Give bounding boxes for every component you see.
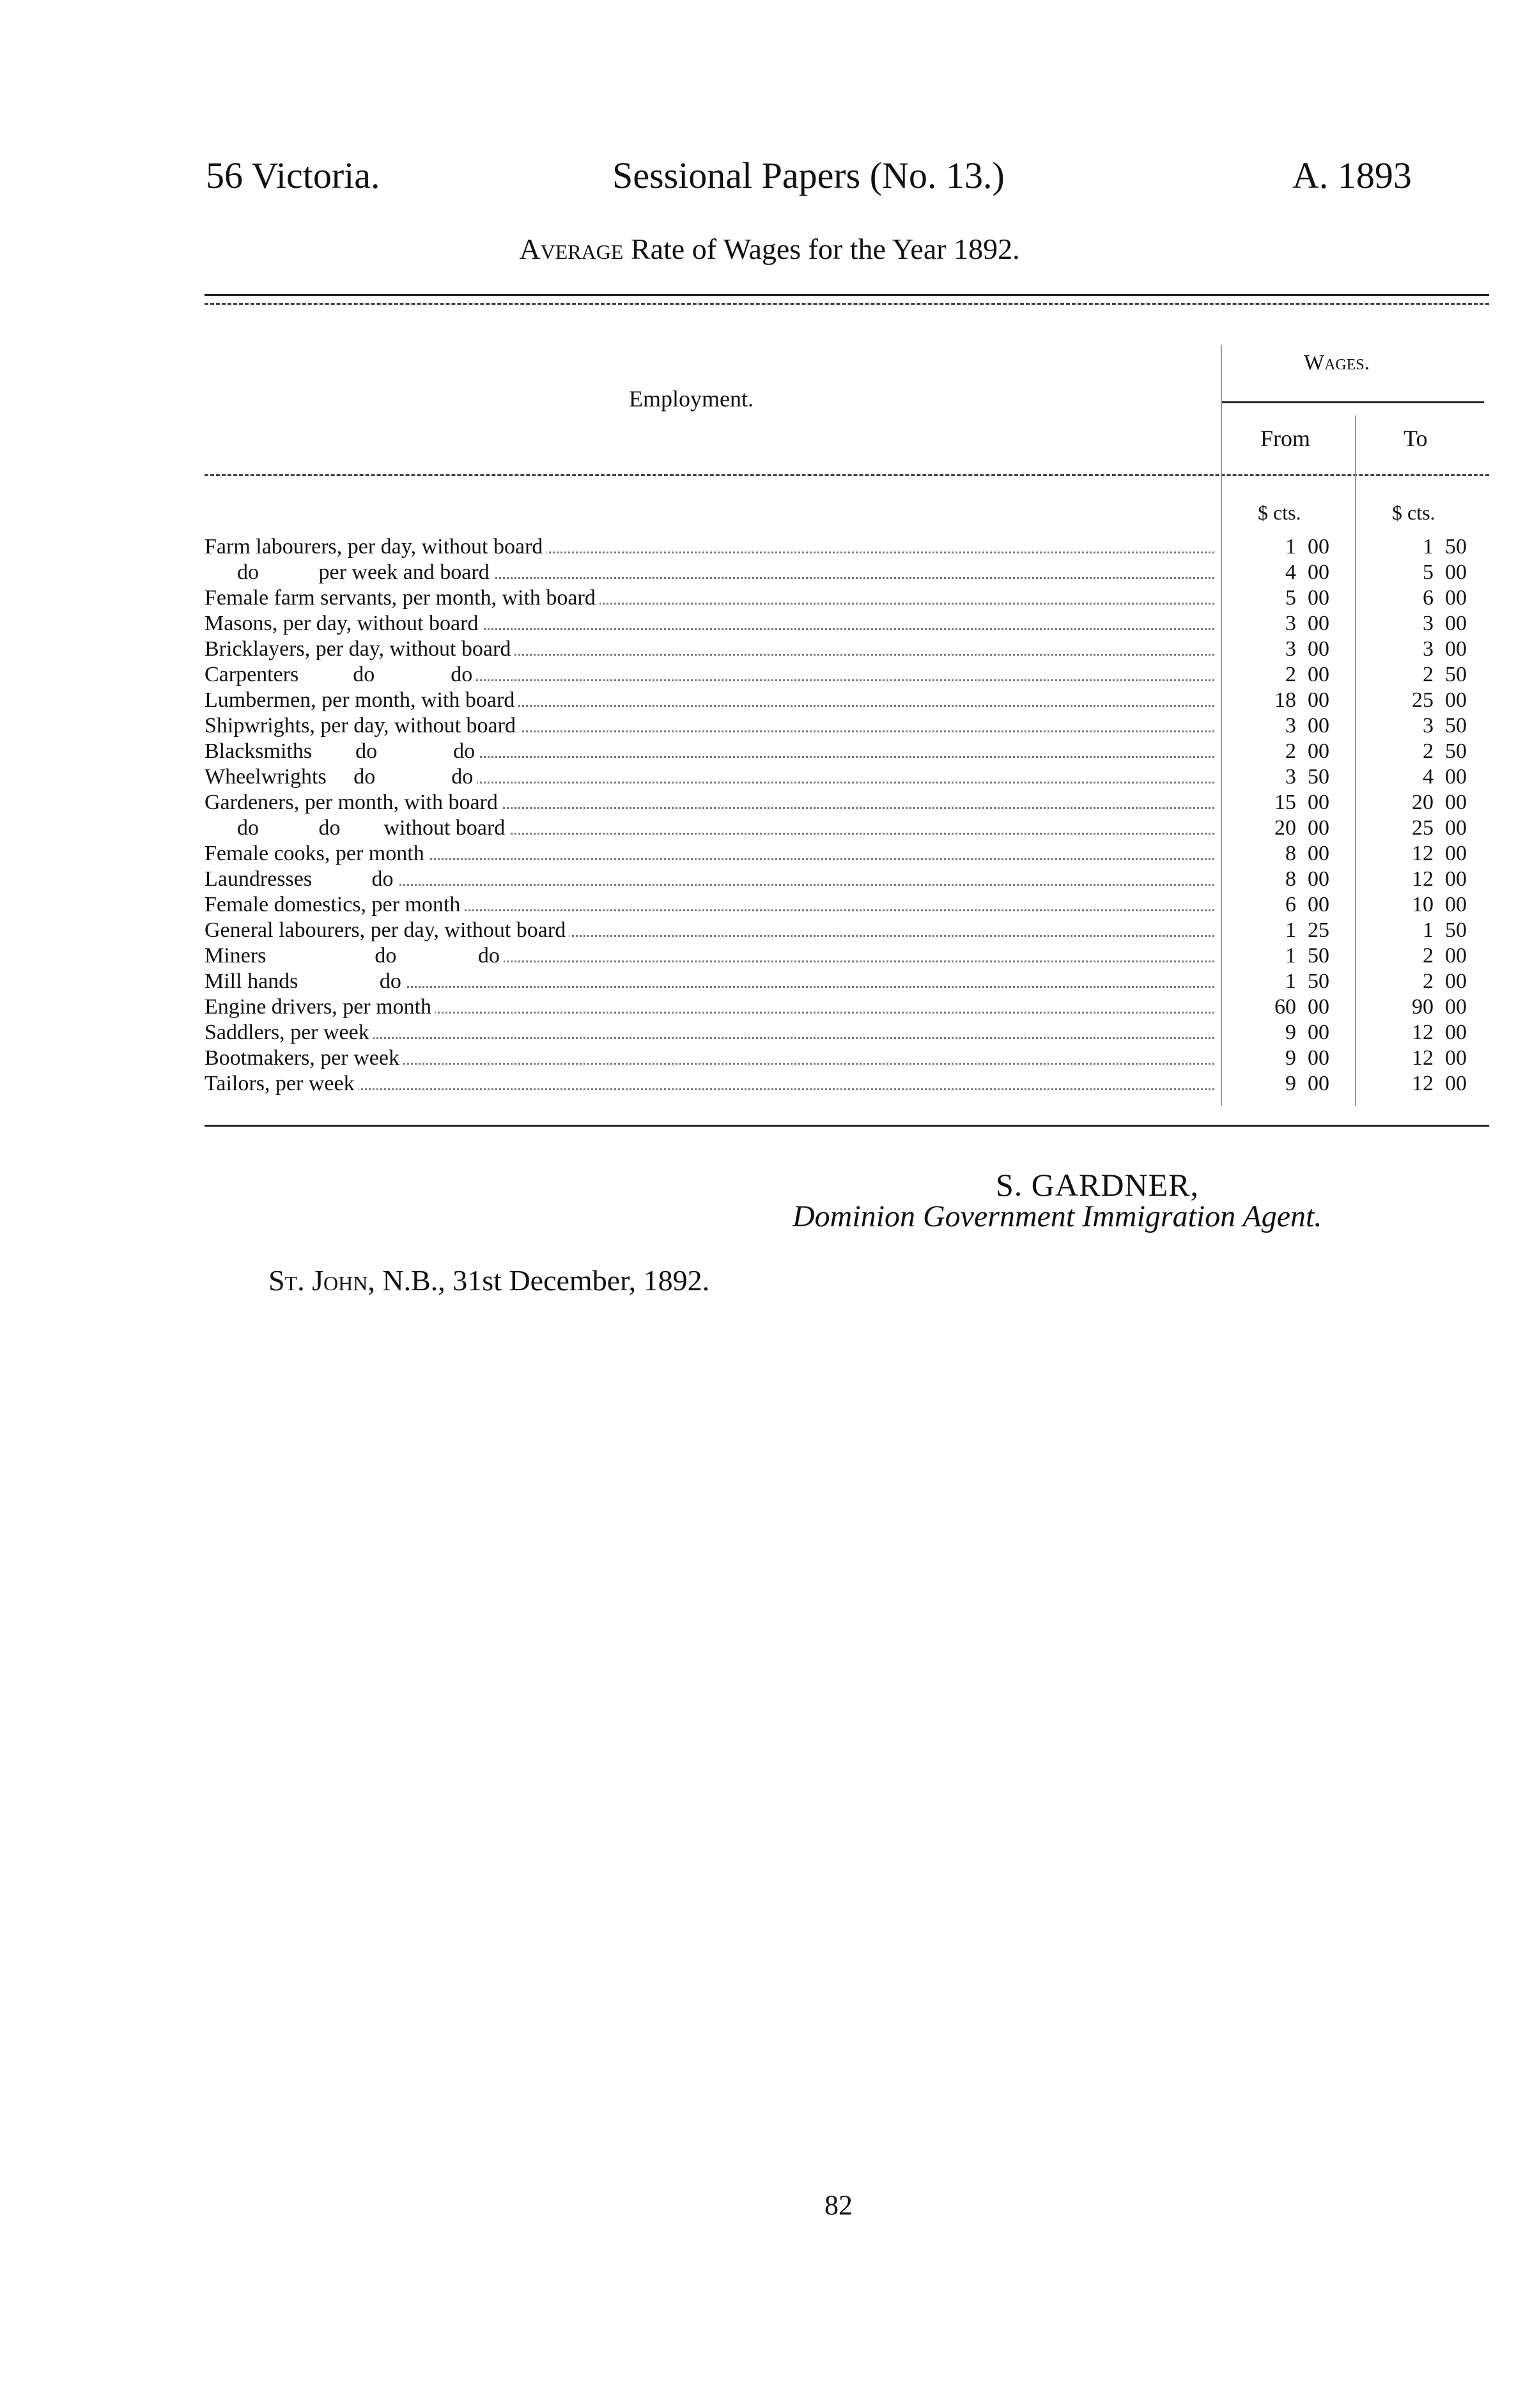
from-cell bbox=[1253, 637, 1329, 662]
to-cell bbox=[1390, 815, 1467, 841]
from-cents: 00 bbox=[1308, 791, 1329, 814]
employment-cell bbox=[205, 969, 1214, 994]
to-cell bbox=[1390, 662, 1467, 688]
top-rule-1 bbox=[205, 294, 1489, 296]
from-cell bbox=[1253, 585, 1329, 611]
employment-cell bbox=[205, 1020, 1214, 1046]
employment-label: Laundresses do bbox=[205, 867, 398, 891]
to-dollars: 2 bbox=[1423, 969, 1434, 993]
table-row bbox=[205, 637, 1496, 662]
table-row bbox=[205, 969, 1496, 994]
to-dollars: 12 bbox=[1412, 1021, 1434, 1044]
wages-underline bbox=[1221, 401, 1484, 403]
employment-label: Masons, per day, without board bbox=[205, 612, 482, 635]
table-title-smallcaps: Average bbox=[519, 233, 624, 265]
table-row bbox=[205, 867, 1496, 892]
from-dollars: 20 bbox=[1274, 816, 1296, 840]
to-dollars: 6 bbox=[1423, 586, 1434, 610]
from-cell bbox=[1253, 534, 1329, 560]
to-cents: 00 bbox=[1445, 1072, 1467, 1095]
table-row bbox=[205, 1046, 1496, 1071]
from-dollars: 5 bbox=[1285, 586, 1296, 610]
to-cents: 00 bbox=[1445, 969, 1467, 993]
to-cents: 00 bbox=[1445, 1021, 1467, 1044]
to-cents: 00 bbox=[1445, 765, 1467, 789]
from-cents: 50 bbox=[1308, 969, 1329, 993]
employment-label: do do without board bbox=[205, 816, 509, 840]
header-bottom-rule bbox=[205, 474, 1489, 476]
employment-cell bbox=[205, 688, 1214, 713]
from-dollars: 9 bbox=[1285, 1072, 1296, 1095]
to-cents: 00 bbox=[1445, 944, 1467, 968]
to-cents: 50 bbox=[1445, 535, 1467, 559]
from-cell bbox=[1253, 688, 1329, 713]
to-cents: 00 bbox=[1445, 791, 1467, 814]
from-cell bbox=[1253, 969, 1329, 994]
employment-label: Tailors, per week bbox=[205, 1072, 359, 1095]
page-number: 82 bbox=[824, 2189, 853, 2221]
employment-label: Shipwrights, per day, without board bbox=[205, 714, 520, 737]
from-dollars: 2 bbox=[1285, 663, 1296, 686]
to-dollars: 12 bbox=[1412, 1046, 1434, 1070]
employment-cell bbox=[205, 943, 1214, 969]
employment-cell bbox=[205, 534, 1214, 560]
from-cell bbox=[1253, 764, 1329, 790]
table-row bbox=[205, 662, 1496, 688]
from-dollars: 15 bbox=[1274, 791, 1296, 814]
employment-label: Engine drivers, per month bbox=[205, 995, 435, 1019]
from-cents: 00 bbox=[1308, 995, 1329, 1019]
from-dollars: 8 bbox=[1285, 867, 1296, 891]
to-dollars: 3 bbox=[1423, 612, 1434, 635]
table-row bbox=[205, 585, 1496, 611]
to-cell bbox=[1390, 688, 1467, 713]
session-label: 56 Victoria. bbox=[206, 155, 380, 196]
from-dollars: 1 bbox=[1285, 944, 1296, 968]
to-dollars: 12 bbox=[1412, 867, 1434, 891]
from-cell bbox=[1253, 713, 1329, 739]
from-column-header: From bbox=[1260, 426, 1311, 451]
from-cell bbox=[1253, 994, 1329, 1020]
employment-label: Farm labourers, per day, without board bbox=[205, 535, 546, 559]
wages-table-body bbox=[205, 534, 1496, 1097]
from-cell bbox=[1253, 611, 1329, 637]
place-and-date bbox=[268, 1263, 709, 1299]
employment-cell bbox=[205, 611, 1214, 637]
from-cents: 00 bbox=[1308, 893, 1329, 916]
table-bottom-rule bbox=[205, 1125, 1489, 1127]
to-cell bbox=[1390, 534, 1467, 560]
to-cell bbox=[1390, 841, 1467, 867]
to-cell bbox=[1390, 764, 1467, 790]
to-cell bbox=[1390, 994, 1467, 1020]
employment-label: Female domestics, per month bbox=[205, 893, 464, 916]
from-cell bbox=[1253, 867, 1329, 892]
to-dollars: 1 bbox=[1423, 535, 1434, 559]
to-cents: 00 bbox=[1445, 560, 1467, 584]
to-dollars: 4 bbox=[1423, 765, 1434, 789]
to-cents: 00 bbox=[1445, 1046, 1467, 1070]
employment-cell bbox=[205, 1046, 1214, 1071]
signatory-name: S. GARDNER, bbox=[996, 1167, 1199, 1203]
from-dollars: 1 bbox=[1285, 969, 1296, 993]
to-cell bbox=[1390, 790, 1467, 815]
to-unit-label: $ cts. bbox=[1392, 501, 1435, 524]
to-cell bbox=[1390, 1071, 1467, 1097]
from-cents: 00 bbox=[1308, 612, 1329, 635]
from-cents: 00 bbox=[1308, 714, 1329, 737]
employment-label: Lumbermen, per month, with board bbox=[205, 688, 518, 712]
from-cents: 25 bbox=[1308, 918, 1329, 942]
table-row bbox=[205, 739, 1496, 764]
table-row bbox=[205, 943, 1496, 969]
table-title-rest: Rate of Wages for the Year 1892. bbox=[623, 233, 1020, 265]
employment-label: General labourers, per day, without board bbox=[205, 918, 569, 942]
table-row bbox=[205, 764, 1496, 790]
from-cell bbox=[1253, 815, 1329, 841]
to-cell bbox=[1390, 867, 1467, 892]
employment-cell bbox=[205, 560, 1214, 585]
to-cell bbox=[1390, 1046, 1467, 1071]
employment-label: Blacksmiths do do bbox=[205, 739, 479, 763]
from-cents: 00 bbox=[1308, 739, 1329, 763]
employment-cell bbox=[205, 841, 1214, 867]
employment-cell bbox=[205, 713, 1214, 739]
employment-cell bbox=[205, 790, 1214, 815]
employment-cell bbox=[205, 815, 1214, 841]
from-dollars: 9 bbox=[1285, 1021, 1296, 1044]
table-row bbox=[205, 611, 1496, 637]
from-cell bbox=[1253, 918, 1329, 943]
top-rule-2 bbox=[205, 303, 1489, 305]
to-dollars: 20 bbox=[1412, 791, 1434, 814]
to-cents: 00 bbox=[1445, 637, 1467, 661]
employment-cell bbox=[205, 585, 1214, 611]
from-dollars: 1 bbox=[1285, 535, 1296, 559]
table-row bbox=[205, 1071, 1496, 1097]
to-dollars: 5 bbox=[1423, 560, 1434, 584]
to-cents: 00 bbox=[1445, 816, 1467, 840]
to-dollars: 10 bbox=[1412, 893, 1434, 916]
to-cell bbox=[1390, 713, 1467, 739]
from-cents: 00 bbox=[1308, 816, 1329, 840]
to-cell bbox=[1390, 1020, 1467, 1046]
employment-cell bbox=[205, 739, 1214, 764]
from-cell bbox=[1253, 739, 1329, 764]
from-dollars: 3 bbox=[1285, 714, 1296, 737]
place-rest: , N.B., 31st December, 1892. bbox=[367, 1264, 710, 1297]
table-row bbox=[205, 560, 1496, 585]
from-cell bbox=[1253, 1071, 1329, 1097]
to-cents: 50 bbox=[1445, 918, 1467, 942]
from-cell bbox=[1253, 1046, 1329, 1071]
from-cents: 00 bbox=[1308, 867, 1329, 891]
table-row bbox=[205, 790, 1496, 815]
to-cell bbox=[1390, 969, 1467, 994]
from-dollars: 60 bbox=[1274, 995, 1296, 1019]
to-dollars: 3 bbox=[1423, 714, 1434, 737]
table-row bbox=[205, 892, 1496, 918]
from-cell bbox=[1253, 892, 1329, 918]
table-row bbox=[205, 841, 1496, 867]
to-dollars: 12 bbox=[1412, 842, 1434, 865]
table-row bbox=[205, 534, 1496, 560]
from-cell bbox=[1253, 1020, 1329, 1046]
from-cents: 00 bbox=[1308, 1072, 1329, 1095]
employment-cell bbox=[205, 637, 1214, 662]
from-cell bbox=[1253, 790, 1329, 815]
from-cents: 00 bbox=[1308, 1021, 1329, 1044]
table-row bbox=[205, 1020, 1496, 1046]
from-dollars: 9 bbox=[1285, 1046, 1296, 1070]
to-cell bbox=[1390, 739, 1467, 764]
from-cents: 50 bbox=[1308, 765, 1329, 789]
from-cents: 00 bbox=[1308, 842, 1329, 865]
from-dollars: 1 bbox=[1285, 918, 1296, 942]
to-dollars: 25 bbox=[1412, 816, 1434, 840]
employment-cell bbox=[205, 764, 1214, 790]
to-cents: 00 bbox=[1445, 893, 1467, 916]
wages-column-header: Wages. bbox=[1304, 351, 1370, 374]
employment-label: Wheelwrights do do bbox=[205, 765, 477, 789]
to-cents: 00 bbox=[1445, 867, 1467, 891]
from-dollars: 6 bbox=[1285, 893, 1296, 916]
to-cell bbox=[1390, 611, 1467, 637]
to-cents: 00 bbox=[1445, 586, 1467, 610]
to-dollars: 12 bbox=[1412, 1072, 1434, 1095]
to-dollars: 90 bbox=[1412, 995, 1434, 1019]
employment-label: Female farm servants, per month, with board bbox=[205, 586, 599, 610]
employment-cell bbox=[205, 994, 1214, 1020]
table-row bbox=[205, 994, 1496, 1020]
from-cell bbox=[1253, 943, 1329, 969]
from-dollars: 2 bbox=[1285, 739, 1296, 763]
from-cell bbox=[1253, 662, 1329, 688]
to-cell bbox=[1390, 560, 1467, 585]
table-row bbox=[205, 688, 1496, 713]
to-dollars: 1 bbox=[1423, 918, 1434, 942]
to-cell bbox=[1390, 892, 1467, 918]
to-dollars: 2 bbox=[1423, 944, 1434, 968]
to-cents: 50 bbox=[1445, 739, 1467, 763]
employment-label: Saddlers, per week bbox=[205, 1021, 373, 1044]
to-dollars: 3 bbox=[1423, 637, 1434, 661]
from-dollars: 8 bbox=[1285, 842, 1296, 865]
to-cents: 50 bbox=[1445, 663, 1467, 686]
employment-column-header: Employment. bbox=[629, 386, 754, 412]
from-cents: 00 bbox=[1308, 586, 1329, 610]
to-dollars: 2 bbox=[1423, 739, 1434, 763]
to-cents: 50 bbox=[1445, 714, 1467, 737]
employment-label: Bootmakers, per week bbox=[205, 1046, 403, 1070]
from-cents: 00 bbox=[1308, 637, 1329, 661]
from-dollars: 3 bbox=[1285, 612, 1296, 635]
employment-cell bbox=[205, 662, 1214, 688]
to-column-header: To bbox=[1404, 426, 1428, 451]
from-cents: 00 bbox=[1308, 1046, 1329, 1070]
employment-cell bbox=[205, 1071, 1214, 1097]
from-cents: 00 bbox=[1308, 663, 1329, 686]
employment-label: Carpenters do do bbox=[205, 663, 476, 686]
from-dollars: 3 bbox=[1285, 765, 1296, 789]
document-title: Sessional Papers (No. 13.) bbox=[612, 155, 1005, 196]
from-cell bbox=[1253, 841, 1329, 867]
signatory-title: Dominion Government Immigration Agent. bbox=[793, 1200, 1322, 1233]
to-dollars: 2 bbox=[1423, 663, 1434, 686]
table-row bbox=[205, 713, 1496, 739]
to-cents: 00 bbox=[1445, 995, 1467, 1019]
to-cell bbox=[1390, 585, 1467, 611]
employment-label: do per week and board bbox=[205, 560, 493, 584]
employment-label: Miners do do bbox=[205, 944, 504, 968]
from-cell bbox=[1253, 560, 1329, 585]
employment-cell bbox=[205, 892, 1214, 918]
employment-label: Mill hands do bbox=[205, 969, 405, 993]
to-cents: 00 bbox=[1445, 612, 1467, 635]
to-cents: 00 bbox=[1445, 842, 1467, 865]
employment-cell bbox=[205, 918, 1214, 943]
to-cell bbox=[1390, 637, 1467, 662]
to-dollars: 25 bbox=[1412, 688, 1434, 712]
from-cents: 00 bbox=[1308, 688, 1329, 712]
from-dollars: 4 bbox=[1285, 560, 1296, 584]
from-cents: 50 bbox=[1308, 944, 1329, 968]
from-dollars: 18 bbox=[1274, 688, 1296, 712]
table-row bbox=[205, 918, 1496, 943]
from-cents: 00 bbox=[1308, 560, 1329, 584]
year-reference: A. 1893 bbox=[1292, 155, 1412, 196]
place-smallcaps: St. John bbox=[268, 1264, 368, 1297]
from-unit-label: $ cts. bbox=[1258, 501, 1301, 524]
employment-label: Gardeners, per month, with board bbox=[205, 791, 502, 814]
from-dollars: 3 bbox=[1285, 637, 1296, 661]
table-title bbox=[0, 231, 1539, 267]
employment-cell bbox=[205, 867, 1214, 892]
table-row bbox=[205, 815, 1496, 841]
to-cents: 00 bbox=[1445, 688, 1467, 712]
to-cell bbox=[1390, 943, 1467, 969]
to-cell bbox=[1390, 918, 1467, 943]
from-cents: 00 bbox=[1308, 535, 1329, 559]
employment-label: Bricklayers, per day, without board bbox=[205, 637, 514, 661]
employment-label: Female cooks, per month bbox=[205, 842, 428, 865]
